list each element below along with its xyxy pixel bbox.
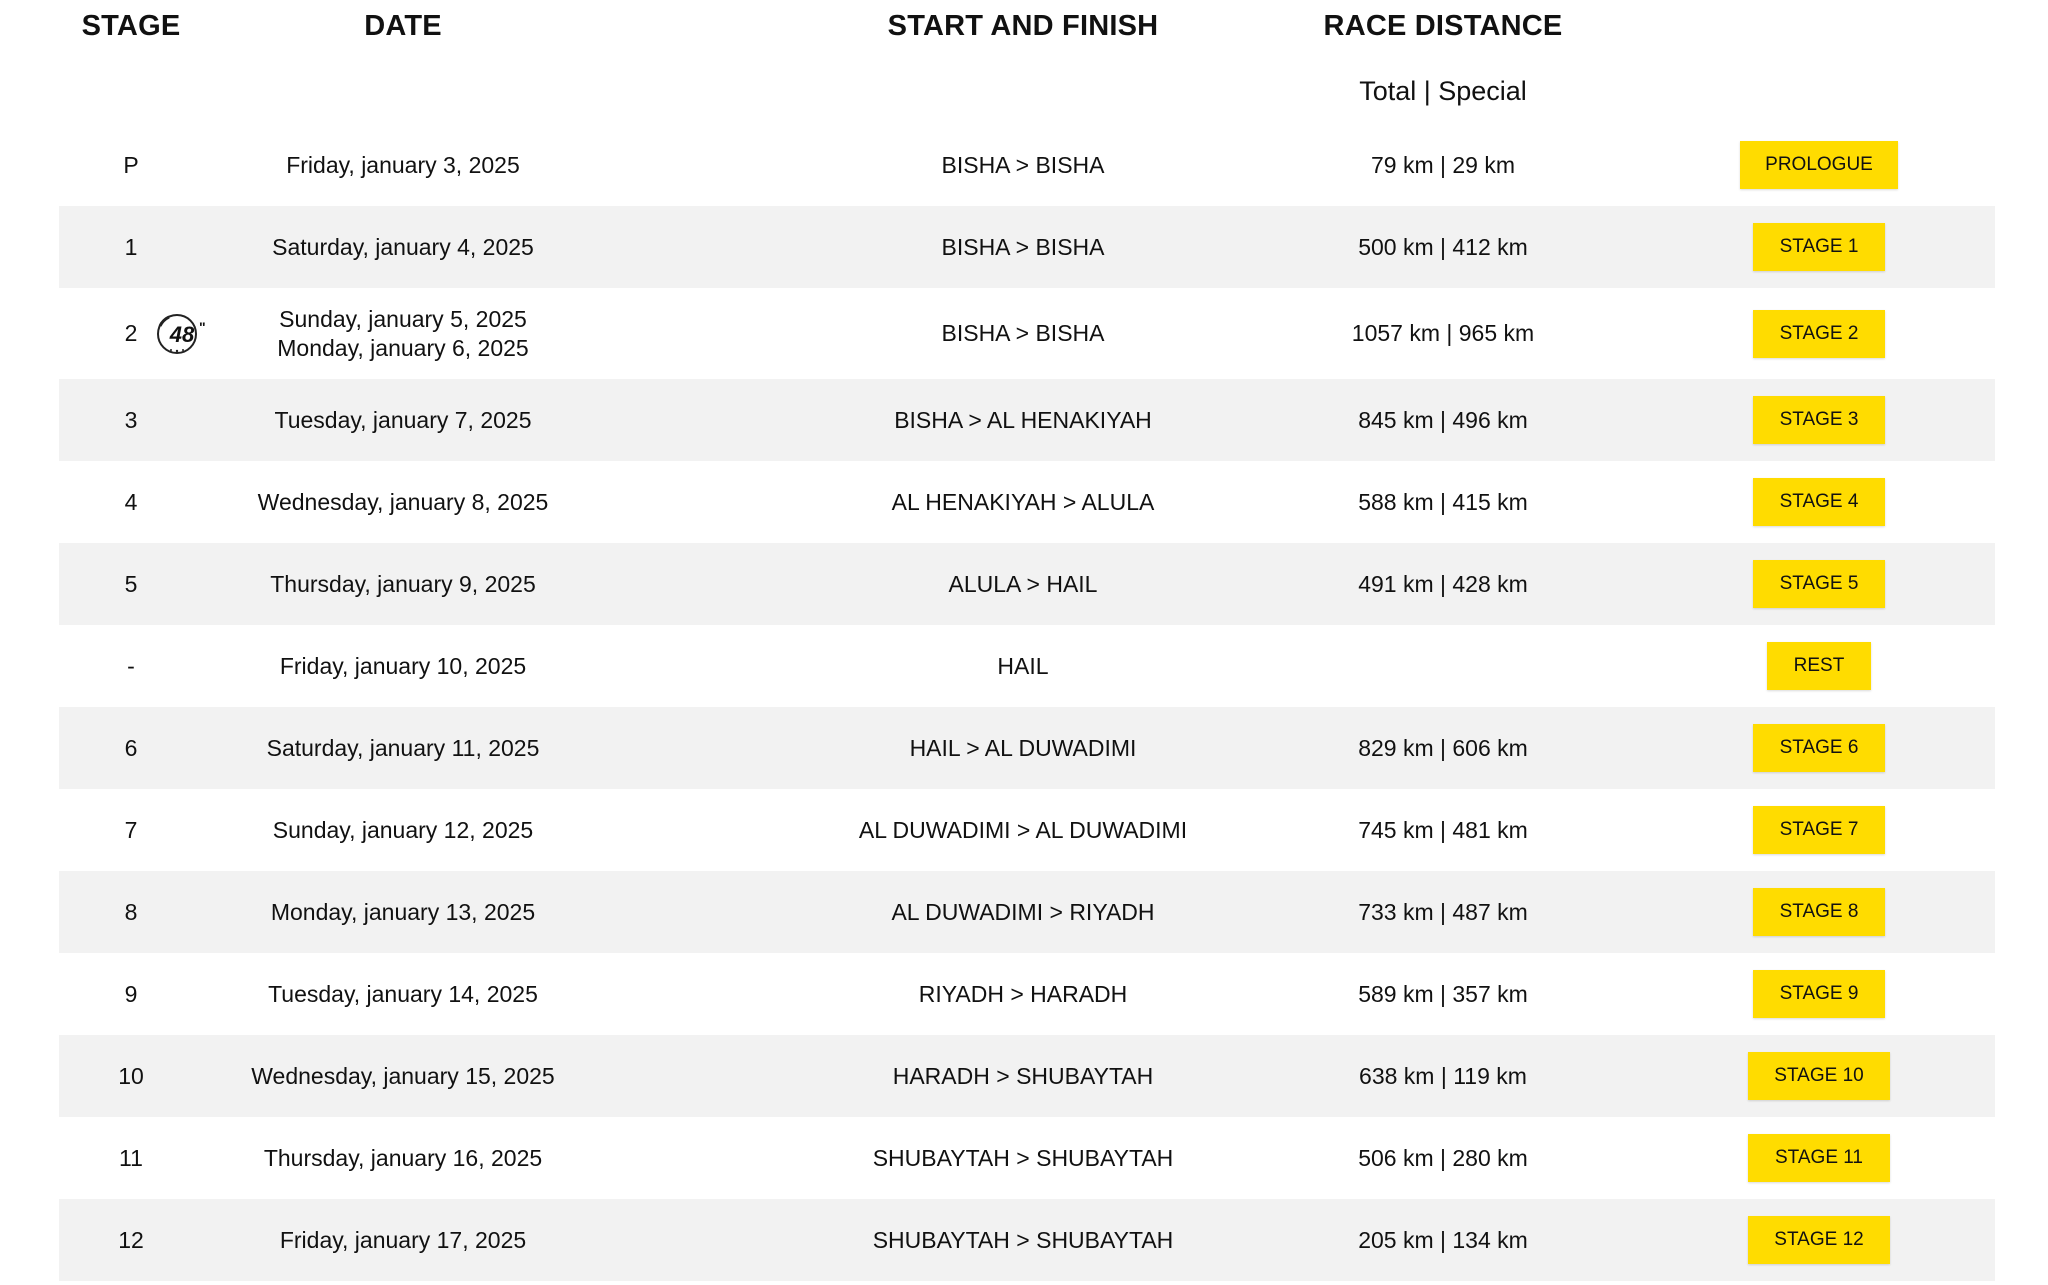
stage-number: 10: [118, 1062, 144, 1089]
stage-route: BISHA > AL HENAKIYAH: [894, 406, 1152, 433]
table-row: [59, 543, 1995, 625]
date-line: Thursday, january 9, 2025: [270, 570, 536, 597]
stage-distance: 745 km | 481 km: [1358, 816, 1528, 843]
date-line: Friday, january 3, 2025: [286, 151, 520, 178]
stage-date: [203, 953, 603, 1035]
stage-number: -: [127, 652, 135, 679]
stage-date: [203, 1117, 603, 1199]
stage-button-cell: [1643, 1199, 1995, 1281]
stage-distance: 500 km | 412 km: [1358, 233, 1528, 260]
stage-2-button[interactable]: STAGE 2: [1753, 310, 1885, 358]
stage-route: HAIL > AL DUWADIMI: [909, 734, 1137, 761]
stage-number: 9: [124, 980, 138, 1007]
stage-number: 6: [124, 734, 138, 761]
date-line: Saturday, january 4, 2025: [272, 233, 534, 260]
stage-distance: 205 km | 134 km: [1358, 1226, 1528, 1253]
stage-route: RIYADH > HARADH: [918, 980, 1128, 1007]
stage-button-cell: [1643, 789, 1995, 871]
table-header: [59, 0, 1995, 140]
date-line: Friday, january 17, 2025: [279, 1226, 527, 1253]
stage-number: 5: [124, 570, 138, 597]
date-line: Tuesday, january 14, 2025: [268, 980, 538, 1007]
stage-number: 1: [124, 233, 138, 260]
stage-number: 4: [124, 488, 138, 515]
marathon-48h-icon: [155, 312, 207, 356]
header-date: DATE: [364, 10, 442, 42]
table-row: [59, 707, 1995, 789]
stage-10-button[interactable]: STAGE 10: [1748, 1052, 1890, 1100]
stage-8-button[interactable]: STAGE 8: [1753, 888, 1885, 936]
header-distance-subtitle: Total | Special: [1359, 76, 1527, 106]
table-row: [59, 1035, 1995, 1117]
stage-date: [203, 789, 603, 871]
stage-button-cell: [1643, 1035, 1995, 1117]
date-line: Sunday, january 5, 2025: [279, 305, 527, 332]
stage-date: [203, 288, 603, 379]
stage-button-cell: [1643, 206, 1995, 288]
stage-distance: 829 km | 606 km: [1358, 734, 1528, 761]
stage-distance: 845 km | 496 km: [1358, 406, 1528, 433]
date-line: Monday, january 13, 2025: [270, 898, 536, 925]
stage-route: ALULA > HAIL: [948, 570, 1098, 597]
stage-route: AL DUWADIMI > RIYADH: [891, 898, 1155, 925]
svg-text:": ": [199, 318, 206, 335]
stage-button-cell: [1643, 1117, 1995, 1199]
table-row: [59, 625, 1995, 707]
stage-route: AL HENAKIYAH > ALULA: [891, 488, 1155, 515]
stage-distance: 79 km | 29 km: [1370, 151, 1516, 178]
table-row: [59, 124, 1995, 206]
table-row: [59, 461, 1995, 543]
stage-button-cell: [1643, 379, 1995, 461]
stage-route: SHUBAYTAH > SHUBAYTAH: [872, 1144, 1174, 1171]
stage-distance: 733 km | 487 km: [1358, 898, 1528, 925]
stage-date: [203, 871, 603, 953]
stage-button-cell: [1643, 871, 1995, 953]
stage-number: 2: [124, 320, 138, 346]
stage-date: [203, 379, 603, 461]
stages-table: [59, 124, 1995, 1281]
stage-button-cell: [1643, 953, 1995, 1035]
stage-date: [203, 124, 603, 206]
stage-date: [203, 625, 603, 707]
table-row: [59, 953, 1995, 1035]
stage-number: P: [123, 151, 139, 178]
stage-7-button[interactable]: STAGE 7: [1753, 806, 1885, 854]
stage-route: SHUBAYTAH > SHUBAYTAH: [872, 1226, 1174, 1253]
stage-date: [203, 206, 603, 288]
date-line: Monday, january 6, 2025: [277, 334, 529, 361]
date-line: Friday, january 10, 2025: [279, 652, 527, 679]
date-line: Wednesday, january 15, 2025: [251, 1062, 555, 1089]
table-row: [59, 1117, 1995, 1199]
stage-12-button[interactable]: STAGE 12: [1748, 1216, 1890, 1264]
stage-button-cell: [1643, 124, 1995, 206]
stage-9-button[interactable]: STAGE 9: [1753, 970, 1885, 1018]
stage-4-button[interactable]: STAGE 4: [1753, 478, 1885, 526]
header-start-finish: START AND FINISH: [887, 10, 1159, 42]
stage-5-button[interactable]: STAGE 5: [1753, 560, 1885, 608]
stage-date: [203, 1199, 603, 1281]
table-row: [59, 871, 1995, 953]
stage-distance: 638 km | 119 km: [1359, 1062, 1527, 1089]
table-row: [59, 206, 1995, 288]
date-line: Thursday, january 16, 2025: [263, 1144, 543, 1171]
stage-route: BISHA > BISHA: [941, 320, 1105, 346]
stage-1-button[interactable]: STAGE 1: [1753, 223, 1885, 271]
stage-distance: 588 km | 415 km: [1358, 488, 1528, 515]
stage-button-cell: [1643, 543, 1995, 625]
stage-date: [203, 461, 603, 543]
marathon-48h-label: 48: [169, 321, 195, 347]
stage-route: HARADH > SHUBAYTAH: [892, 1062, 1154, 1089]
date-line: Tuesday, january 7, 2025: [274, 406, 532, 433]
stage-distance: 506 km | 280 km: [1358, 1144, 1528, 1171]
date-line: Wednesday, january 8, 2025: [257, 488, 549, 515]
header-stage: STAGE: [81, 10, 181, 42]
stage-6-button[interactable]: STAGE 6: [1753, 724, 1885, 772]
stage-number: 11: [119, 1144, 143, 1171]
stage-number: 3: [124, 406, 138, 433]
table-row: [59, 1199, 1995, 1281]
stage-date: [203, 707, 603, 789]
stage-date: [203, 543, 603, 625]
date-line: Sunday, january 12, 2025: [272, 816, 534, 843]
stage-route: HAIL: [997, 652, 1049, 679]
stage-distance: [1243, 625, 1643, 707]
table-row: [59, 789, 1995, 871]
stage-route: BISHA > BISHA: [941, 233, 1105, 260]
stage-number: 8: [124, 898, 138, 925]
stage-distance: 1057 km | 965 km: [1351, 320, 1535, 346]
stage-button-cell: [1643, 707, 1995, 789]
stage-3-button[interactable]: STAGE 3: [1753, 396, 1885, 444]
stage-distance: 491 km | 428 km: [1358, 570, 1528, 597]
stage-button-cell: [1643, 288, 1995, 379]
stage-distance: 589 km | 357 km: [1358, 980, 1528, 1007]
rest-day-button[interactable]: REST: [1767, 642, 1871, 690]
table-row: [59, 379, 1995, 461]
stage-button-cell: [1643, 625, 1995, 707]
date-line: Saturday, january 11, 2025: [266, 734, 540, 761]
prologue-button[interactable]: PROLOGUE: [1740, 141, 1898, 189]
header-race-distance: RACE DISTANCE: [1323, 10, 1563, 42]
stage-number: 7: [124, 816, 138, 843]
table-row: [59, 288, 1995, 379]
stage-date: [203, 1035, 603, 1117]
stage-number: 12: [118, 1226, 144, 1253]
stage-button-cell: [1643, 461, 1995, 543]
stage-route: BISHA > BISHA: [941, 151, 1105, 178]
stage-11-button[interactable]: STAGE 11: [1748, 1134, 1890, 1182]
stage-route: AL DUWADIMI > AL DUWADIMI: [858, 816, 1188, 843]
